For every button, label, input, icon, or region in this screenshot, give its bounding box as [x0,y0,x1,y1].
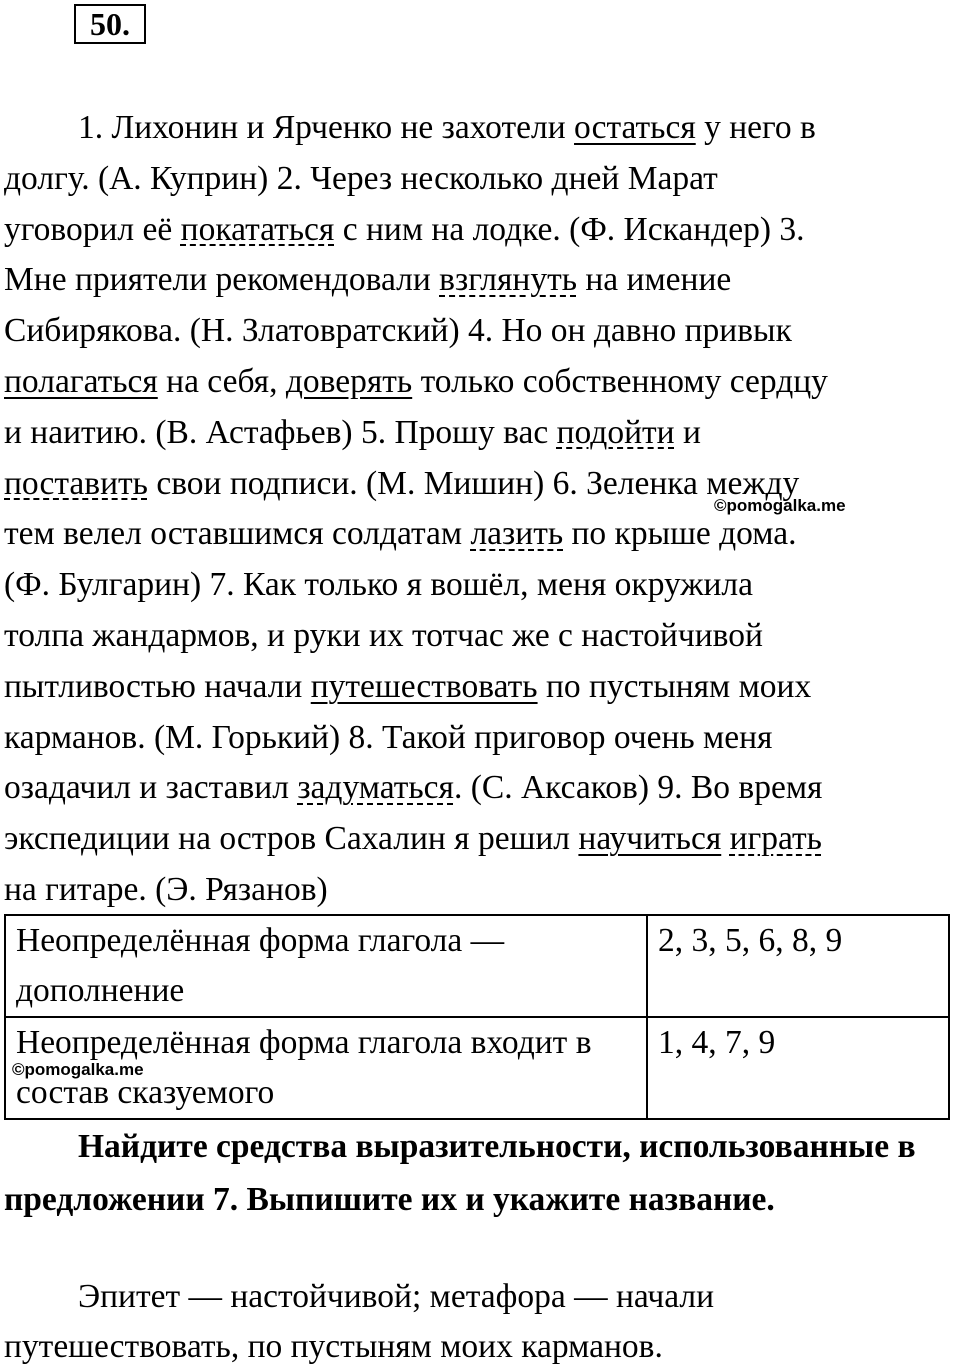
text-fragment: на гитаре. (Э. Рязанов) [4,870,328,908]
text-line [4,814,952,865]
underlined-word: научиться [578,820,722,858]
text-fragment: у него в [695,109,816,146]
text-fragment: только собственному сердцу [412,362,828,400]
table-cell-label: Неопределённая форма глагола — дополнение [5,915,647,1017]
text-line [4,357,952,408]
text-fragment: и наитию. (В. Астафьев) 5. Прошу вас [4,413,557,451]
dashed-underlined-word: покататься [180,210,335,248]
text-fragment: уговорил её [4,210,181,248]
table-row [5,1017,949,1119]
underlined-word: полагаться [4,362,158,400]
dashed-underlined-word: задуматься [297,769,454,807]
text-fragment: экспедиции на остров Сахалин я решил [4,820,579,858]
text-line [4,306,952,357]
dashed-underlined-word: взглянуть [439,261,577,299]
text-fragment: (Ф. Булгарин) 7. Как только я вошёл, меня окружила [4,566,753,604]
answer-table [4,914,950,1120]
text-line [4,255,952,306]
underlined-word: остаться [574,109,696,146]
text-line [4,611,952,662]
watermark: ©pomogalka.me [12,1060,144,1079]
text-line [4,408,952,459]
text-fragment: карманов. (М. Горький) 8. Такой приговор очень меня [4,718,773,756]
text-fragment: по крыше дома. [563,515,797,553]
text-fragment: 1. Лихонин и Ярченко не захотели [78,109,575,146]
text-fragment: Сибирякова. (Н. Златовратский) 4. Но он давно привык [4,312,792,350]
question-label: Найдите средства выразительности, использованные в предложении 7. Выпишите их и укажите название. [4,1128,916,1218]
table-row [5,915,949,1017]
text-line [4,662,952,713]
text-fragment: . (С. Аксаков) 9. Во время [453,769,823,807]
text-fragment: озадачил и заставил [4,769,298,807]
dashed-underlined-word: лазить [470,515,564,553]
underlined-word: путешествовать [310,667,538,705]
text-line [4,103,952,154]
dashed-underlined-word: играть [729,820,822,858]
text-fragment: толпа жандармов, и руки их тотчас же с настойчивой [4,616,763,654]
underlined-word: доверять [285,362,413,400]
table-cell-value: 1, 4, 7, 9 [647,1017,949,1119]
text-line [4,763,952,814]
task-number: 50. [74,4,146,44]
dashed-underlined-word: поставить [4,464,148,502]
text-line [4,205,952,256]
text-fragment: и [674,413,701,451]
text-fragment: на себя, [157,362,286,400]
text-fragment: пытливостью начали [4,667,311,705]
table-cell-label: Неопределённая форма глагола входит в состав сказуемого [5,1017,647,1119]
answer-label: Эпитет — настойчивой; метафора — начали путешествовать, по пустыням моих карманов. [4,1278,715,1365]
table-cell-value: 2, 3, 5, 6, 8, 9 [647,915,949,1017]
text-fragment: на имение [576,261,732,299]
text-fragment: долгу. (А. Куприн) 2. Через несколько дней Марат [4,159,718,197]
text-fragment: тем велел оставшимся солдатам [4,515,471,553]
text-line [4,713,952,764]
watermark: ©pomogalka.me [714,496,846,515]
text-line [4,560,952,611]
answer-text [4,1272,952,1372]
text-line [4,865,952,916]
text-fragment: Мне приятели рекомендовали [4,261,440,299]
dashed-underlined-word: подойти [556,413,675,451]
text-line [4,154,952,205]
text-fragment: с ним на лодке. (Ф. Искандер) 3. [334,210,805,248]
text-fragment: по пустыням моих [537,667,812,705]
text-fragment: свои подписи. (М. Мишин) 6. Зеленка между [147,464,800,502]
question-text [4,1120,952,1226]
text-fragment [721,820,729,857]
text-line [4,509,952,560]
